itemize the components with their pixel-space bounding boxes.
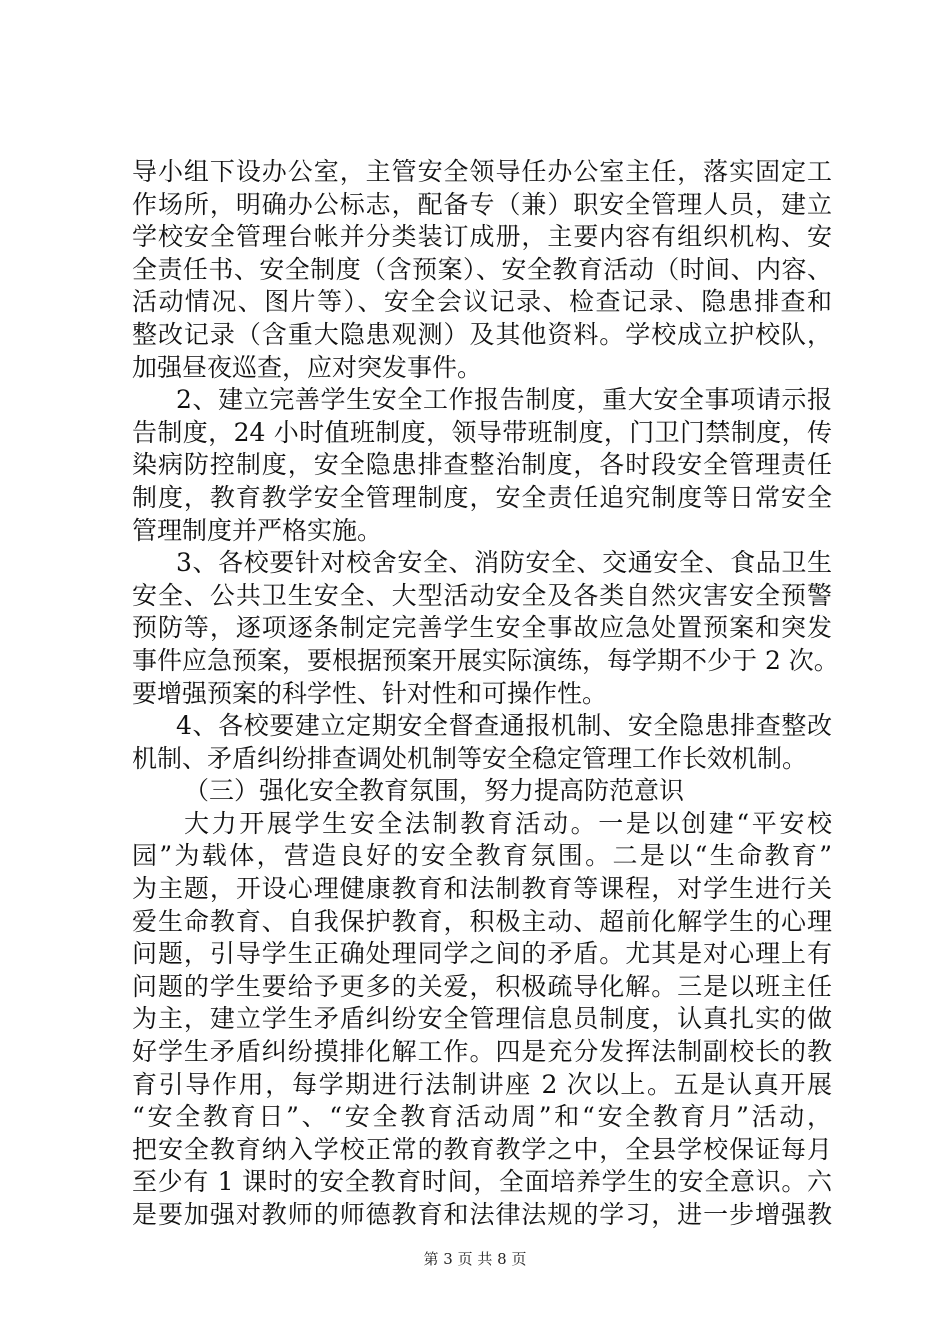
text-line: 全责任书、安全制度（含预案）、安全教育活动（时间、内容、 bbox=[132, 254, 832, 284]
text-line: 问题，引导学生正确处理同学之间的矛盾。尤其是对心理上有 bbox=[132, 939, 832, 969]
section-heading: （三）强化安全教育氛围，努力提高防范意识 bbox=[184, 776, 685, 806]
text-line: 整改记录（含重大隐患观测）及其他资料。学校成立护校队， bbox=[132, 319, 832, 349]
page-number-footer: 第 3 页 共 8 页 bbox=[423, 1250, 527, 1268]
text-line: 园”为载体，营造良好的安全教育氛围。二是以“生命教育” bbox=[132, 841, 832, 871]
text-line: 为主题，开设心理健康教育和法制教育等课程，对学生进行关 bbox=[132, 874, 832, 904]
text-line: 活动情况、图片等）、安全会议记录、检查记录、隐患排查和 bbox=[132, 287, 832, 317]
text-line: 预防等，逐项逐条制定完善学生安全事故应急处置预案和突发 bbox=[132, 613, 832, 643]
text-line: 加强昼夜巡查，应对突发事件。 bbox=[132, 352, 483, 382]
text-line: 导小组下设办公室，主管安全领导任办公室主任，落实固定工 bbox=[132, 157, 832, 186]
text-line: 告制度，24 小时值班制度，领导带班制度，门卫门禁制度，传 bbox=[132, 417, 832, 447]
text-line: “安全教育日”、“安全教育活动周”和“安全教育月”活动， bbox=[132, 1102, 832, 1132]
text-line: 染病防控制度，安全隐患排查整治制度，各时段安全管理责任 bbox=[132, 450, 832, 480]
document-body bbox=[132, 156, 839, 1232]
text-line: 把安全教育纳入学校正常的教育教学之中，全县学校保证每月 bbox=[132, 1134, 832, 1164]
text-line: 大力开展学生安全法制教育活动。一是以创建“平安校 bbox=[184, 808, 832, 838]
text-line: 4、各校要建立定期安全督查通报机制、安全隐患排查整改 bbox=[176, 711, 832, 741]
text-line: 好学生矛盾纠纷摸排化解工作。四是充分发挥法制副校长的教 bbox=[132, 1037, 832, 1067]
text-line: 安全、公共卫生安全、大型活动安全及各类自然灾害安全预警 bbox=[132, 580, 832, 610]
text-line: 要增强预案的科学性、针对性和可操作性。 bbox=[132, 678, 608, 708]
text-line: 是要加强对教师的师德教育和法律法规的学习，进一步增强教 bbox=[132, 1200, 832, 1229]
text-line: 育引导作用，每学期进行法制讲座 2 次以上。五是认真开展 bbox=[132, 1069, 832, 1099]
text-line: 2、建立完善学生安全工作报告制度，重大安全事项请示报 bbox=[176, 385, 832, 415]
text-line: 为主，建立学生矛盾纠纷安全管理信息员制度，认真扎实的做 bbox=[132, 1004, 832, 1034]
text-line: 作场所，明确办公标志，配备专（兼）职安全管理人员，建立 bbox=[132, 189, 832, 219]
text-line: 问题的学生要给予更多的关爱，积极疏导化解。三是以班主任 bbox=[132, 971, 832, 1001]
text-line: 3、各校要针对校舍安全、消防安全、交通安全、食品卫生 bbox=[176, 548, 832, 578]
text-line: 事件应急预案，要根据预案开展实际演练，每学期不少于 2 次。 bbox=[132, 645, 839, 675]
text-line: 至少有 1 课时的安全教育时间，全面培养学生的安全意识。六 bbox=[132, 1167, 832, 1197]
text-line: 爱生命教育、自我保护教育，积极主动、超前化解学生的心理 bbox=[132, 906, 832, 936]
text-line: 机制、矛盾纠纷排查调处机制等安全稳定管理工作长效机制。 bbox=[132, 743, 808, 773]
text-line: 学校安全管理台帐并分类装订成册，主要内容有组织机构、安 bbox=[132, 222, 832, 252]
text-line: 管理制度并严格实施。 bbox=[132, 515, 383, 545]
text-line: 制度，教育教学安全管理制度，安全责任追究制度等日常安全 bbox=[132, 482, 832, 512]
